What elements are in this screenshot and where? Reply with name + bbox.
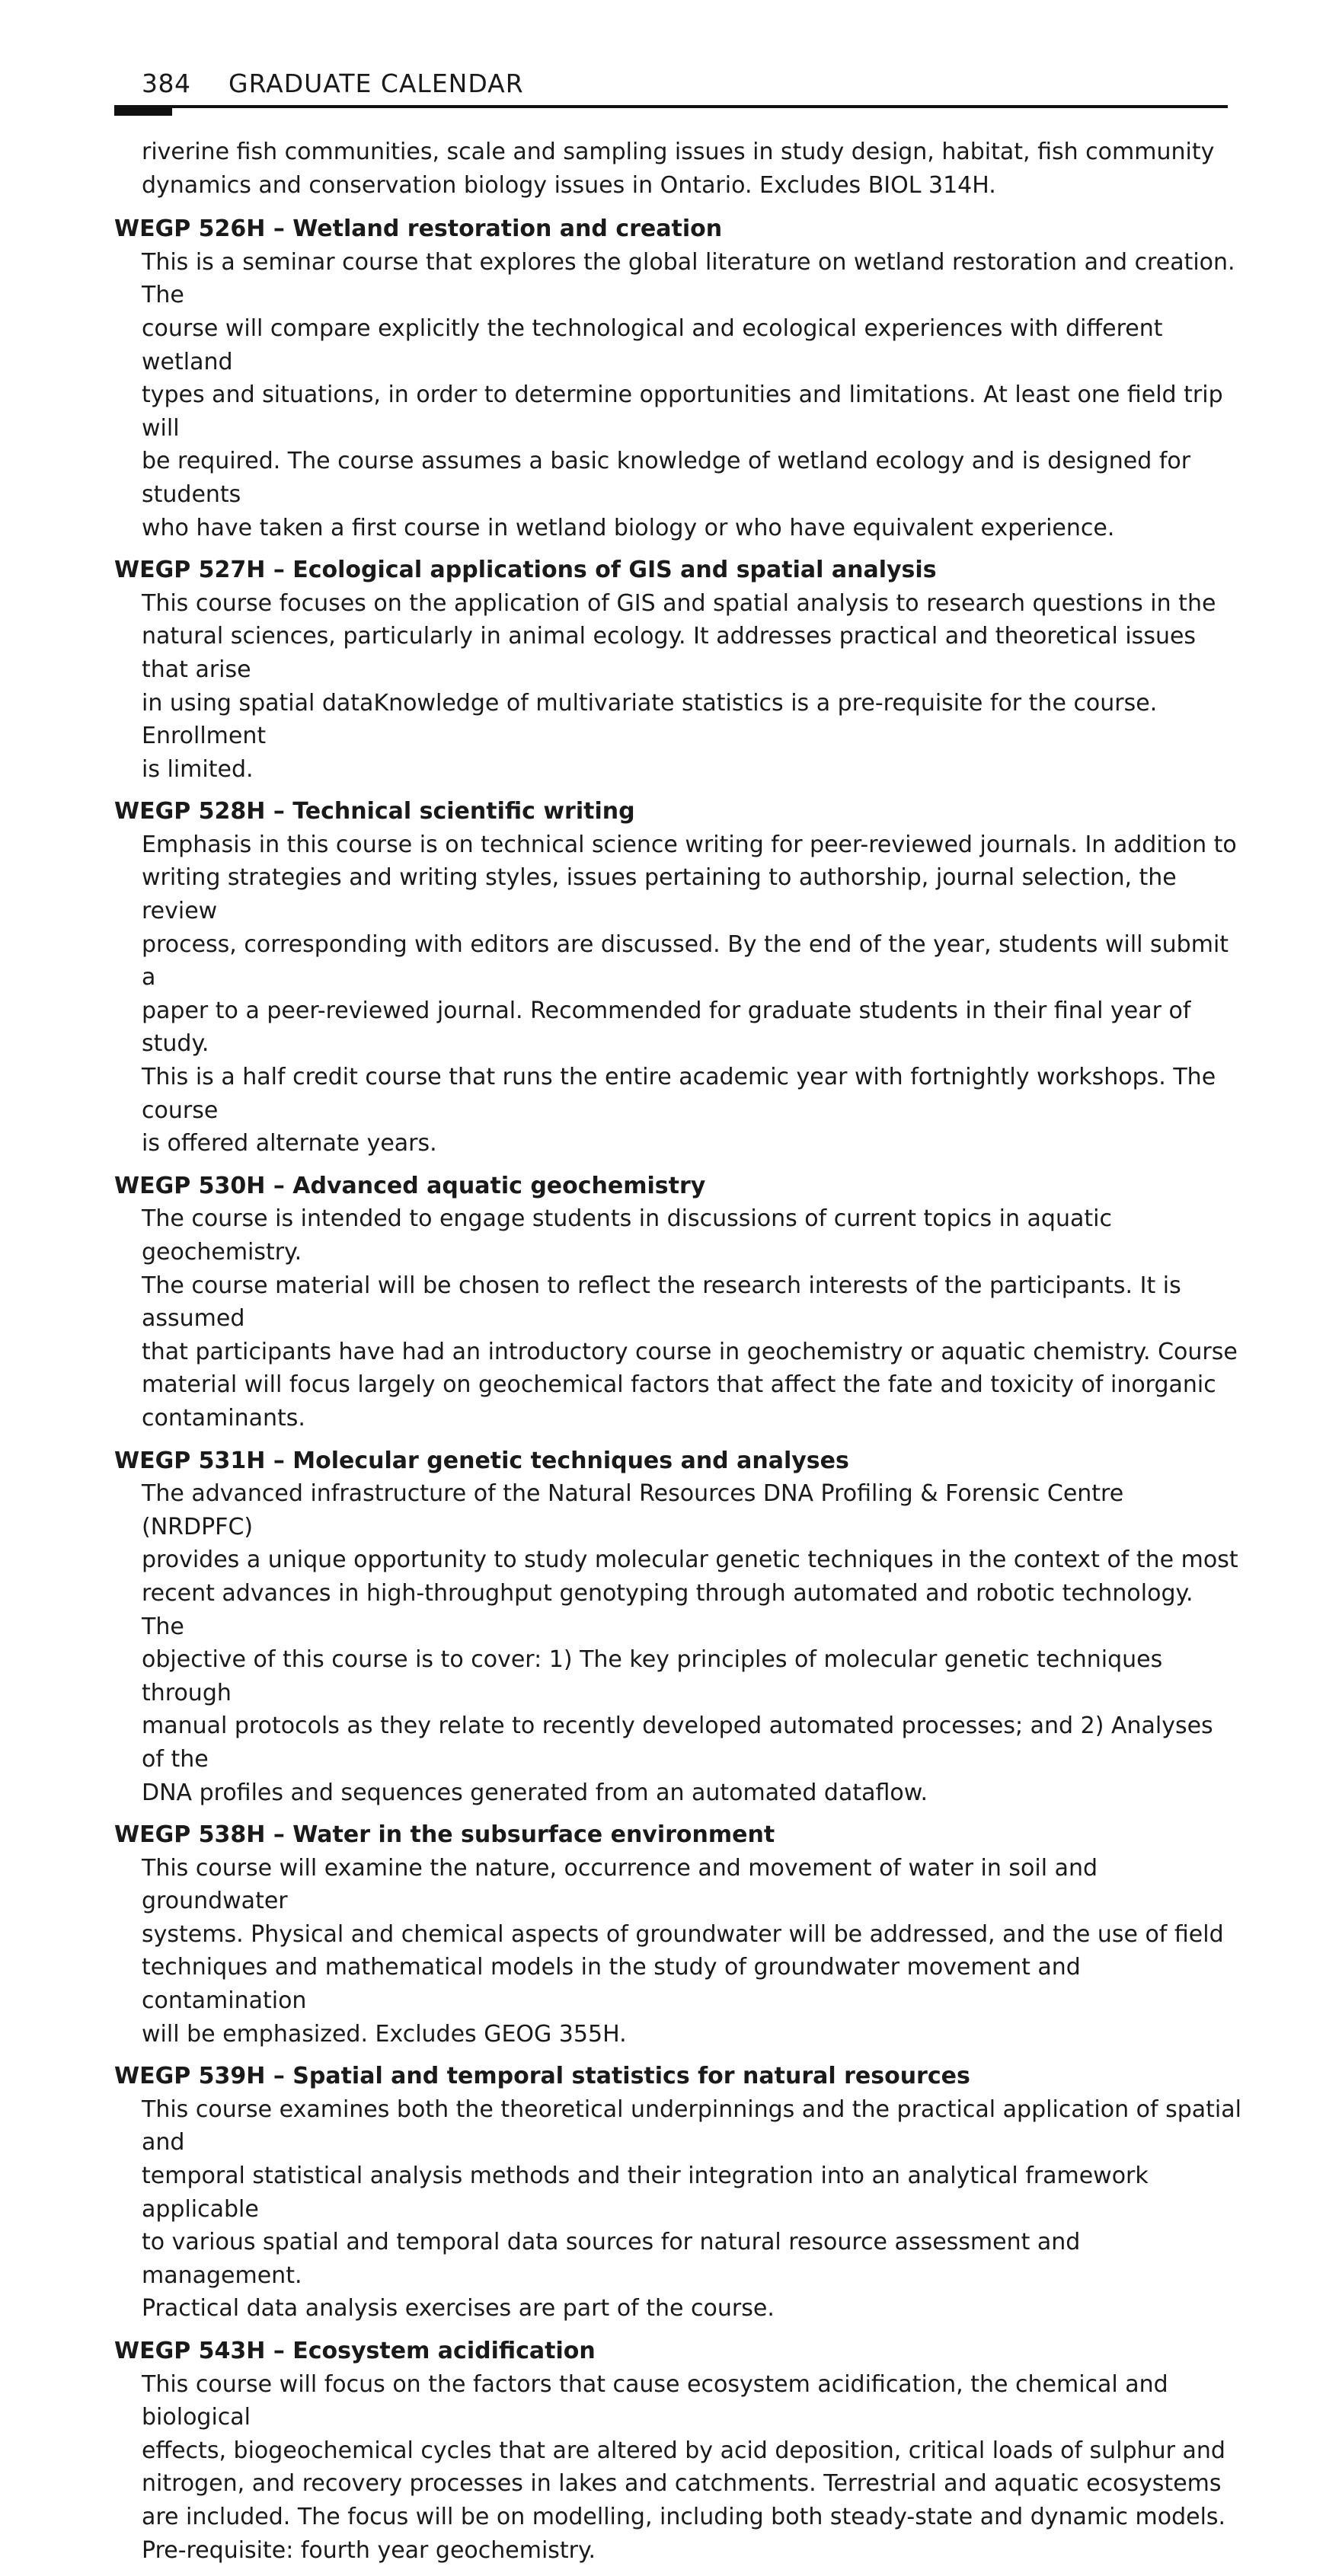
course-entry-543h — [114, 2335, 1241, 2567]
course-description: This course examines both the theoretical underpinnings and the practical application of spatial and temporal statistical analysis methods and their integration into an analytical framework applicable to various spatial and temporal data sources for natural resource assessment and management. Practical data analysis exercises are part of the course. — [142, 2096, 1241, 2322]
course-description: The course is intended to engage students in discussions of current topics in aquatic geochemistry. The course material will be chosen to reflect the research interests of the participants. It is assumed that participants have had an introductory course in geochemistry or aquatic chemistry. Course material will focus largely on geochemical factors that affect the fate and toxicity of inorganic contaminants. — [142, 1205, 1238, 1432]
course-description: This course focuses on the application of GIS and spatial analysis to research questions in the natural sciences, particularly in animal ecology. It addresses practical and theoretical issues that arise in using spatial dataKnowledge of multivariate statistics is a pre-requisite for the course. Enrollment is limited. — [142, 589, 1216, 783]
running-title: GRADUATE CALENDAR — [228, 69, 524, 98]
course-title: WEGP 543H – Ecosystem acidification — [114, 2338, 596, 2364]
course-title: WEGP 538H – Water in the subsurface environment — [114, 1821, 775, 1849]
course-title: WEGP 531H – Molecular genetic techniques and analyses — [114, 1447, 849, 1474]
course-entry-538h — [114, 1818, 1241, 2051]
course-description: This course will focus on the factors that cause ecosystem acidification, the chemical and biological effects, biogeochemical cycles that are altered by acid deposition, critical loads of sulphur and nitrogen, and recovery processes in lakes and catchments. Terrestrial and aquatic ecosystems are included. The focus will be on modelling, including both steady-state and dynamic models. Pre-requisite: fourth year geochemistry. — [142, 2370, 1226, 2564]
header-rule — [114, 105, 1228, 108]
course-entry-530h — [114, 1170, 1241, 1435]
page-number: 384 — [142, 69, 191, 98]
course-entry-531h — [114, 1444, 1241, 1810]
course-title: WEGP 528H – Technical scientific writing — [114, 798, 635, 825]
course-entry-526h — [114, 212, 1241, 544]
course-entry-528h — [114, 795, 1241, 1160]
course-title: WEGP 530H – Advanced aquatic geochemistry — [114, 1172, 706, 1199]
course-title: WEGP 526H – Wetland restoration and creation — [114, 215, 723, 243]
course-entry-539h — [114, 2060, 1241, 2325]
course-description: This course will examine the nature, occurrence and movement of water in soil and groundwater systems. Physical and chemical aspects of groundwater will be addressed, and the use of field techniques and mathematical models in the study of groundwater movement and contamination will be emphasized. Excludes GEOG 355H. — [142, 1854, 1224, 2048]
header-accent-block — [114, 105, 172, 116]
page-header — [0, 0, 1342, 122]
course-title: WEGP 527H – Ecological applications of GIS and spatial analysis — [114, 557, 937, 584]
course-entry-527h — [114, 554, 1241, 786]
course-title: WEGP 539H – Spatial and temporal statistics for natural resources — [114, 2063, 970, 2090]
continued-description: riverine fish communities, scale and sampling issues in study design, habitat, fish community dynamics and conservation biology issues in Ontario. Excludes BIOL 314H. — [142, 139, 1215, 199]
page-content — [114, 136, 1241, 2576]
course-description: Emphasis in this course is on technical science writing for peer-reviewed journals. In addition to writing strategies and writing styles, issues pertaining to authorship, journal selection, the review process, corresponding with editors are discussed. By the end of the year, students will submit a paper to a peer-reviewed journal. Recommended for graduate students in their final year of study. This is a half credit course that runs the entire academic year with fortnightly workshops. The course is offered alternate years. — [142, 831, 1237, 1157]
course-description: The advanced infrastructure of the Natural Resources DNA Profiling & Forensic Centre (NRDPFC) provides a unique opportunity to study molecular genetic techniques in the context of the most recent advances in high-throughput genotyping through automated and robotic technology. The objective of this course is to cover: 1) The key principles of molecular genetic techniques through manual protocols as they relate to recently developed automated processes; and 2) Analyses of the DNA profiles and sequences generated from an automated dataflow. — [142, 1480, 1238, 1806]
course-description: This is a seminar course that explores the global literature on wetland restoration and creation. The course will compare explicitly the technological and ecological experiences with different wetland types and situations, in order to determine opportunities and limitations. At least one field trip will be required. The course assumes a basic knowledge of wetland ecology and is designed for students who have taken a first course in wetland biology or who have equivalent experience. — [142, 248, 1235, 541]
